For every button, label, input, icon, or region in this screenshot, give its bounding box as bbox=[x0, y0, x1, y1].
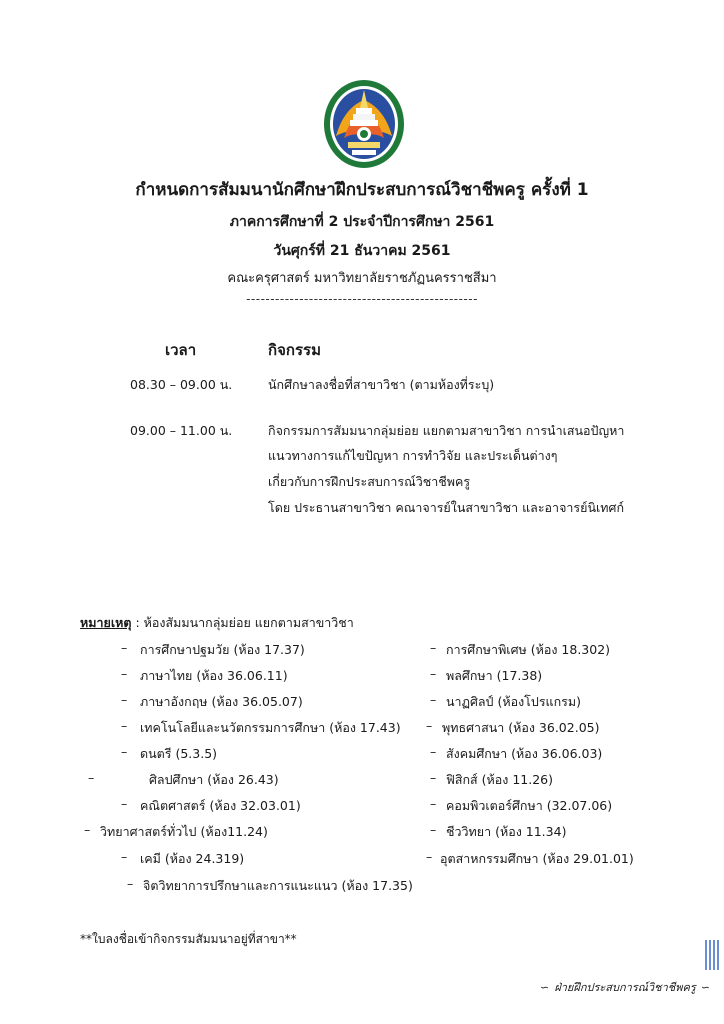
activity-column-header: กิจกรรม bbox=[268, 341, 321, 359]
bullet-dash: – bbox=[84, 822, 91, 837]
signature-text: ฝ่ายฝึกประสบการณ์วิชาชีพครู bbox=[554, 981, 696, 994]
bullet-dash: – bbox=[121, 666, 128, 681]
time-column-header: เวลา bbox=[165, 341, 197, 359]
bullet-dash: – bbox=[430, 692, 437, 707]
room-list-item: ฟิสิกส์ (ห้อง 11.26) bbox=[446, 772, 554, 787]
notes-heading bbox=[80, 613, 354, 633]
room-list-item: การศึกษาพิเศษ (ห้อง 18.302) bbox=[446, 642, 611, 657]
faculty-line: คณะครุศาสตร์ มหาวิทยาลัยราชภัฏนครราชสีมา bbox=[227, 271, 497, 286]
room-list-item: การศึกษาปฐมวัย (ห้อง 17.37) bbox=[140, 642, 305, 657]
signature-flourish-right: ∽ bbox=[700, 981, 711, 994]
room-list-item: อุตสาหกรรมศึกษา (ห้อง 29.01.01) bbox=[440, 851, 634, 866]
bullet-dash: – bbox=[121, 692, 128, 707]
notes-label: หมายเหตุ bbox=[80, 615, 132, 630]
signature-flourish-left: ∽ bbox=[540, 981, 550, 994]
bullet-dash: – bbox=[426, 849, 433, 864]
bullet-dash: – bbox=[430, 640, 437, 655]
bullet-dash: – bbox=[88, 770, 95, 785]
schedule-row-activity: โดย ประธานสาขาวิชา คณาจารย์ในสาขาวิชา และอาจารย์นิเทศก์ bbox=[268, 500, 625, 515]
room-list-item: ชีววิทยา (ห้อง 11.34) bbox=[446, 824, 567, 839]
notes-separator: : bbox=[135, 615, 144, 630]
schedule-row-activity: กิจกรรมการสัมมนากลุ่มย่อย แยกตามสาขาวิชา การนำเสนอปัญหา bbox=[268, 423, 625, 438]
room-list-item: พุทธศาสนา (ห้อง 36.02.05) bbox=[442, 720, 600, 735]
room-list-item: เทคโนโลยีและนวัตกรรมการศึกษา (ห้อง 17.43) bbox=[140, 720, 401, 735]
bullet-dash: – bbox=[430, 744, 437, 759]
divider-line: ------------------------------------------------ bbox=[246, 292, 478, 306]
schedule-row-time: 08.30 – 09.00 น. bbox=[130, 377, 233, 392]
schedule-row-activity: เกี่ยวกับการฝึกประสบการณ์วิชาชีพครู bbox=[268, 474, 471, 489]
decorative-bars bbox=[705, 940, 719, 970]
room-list-item: พลศึกษา (17.38) bbox=[446, 668, 543, 683]
room-list-item: ดนตรี (5.3.5) bbox=[140, 746, 218, 761]
notes-text: ห้องสัมมนากลุ่มย่อย แยกตามสาขาวิชา bbox=[143, 615, 354, 630]
room-list-item: นาฏศิลป์ (ห้องโปรแกรม) bbox=[446, 694, 582, 709]
bullet-dash: – bbox=[121, 849, 128, 864]
bullet-dash: – bbox=[127, 876, 134, 891]
bullet-dash: – bbox=[121, 640, 128, 655]
room-list-item: คณิตศาสตร์ (ห้อง 32.03.01) bbox=[140, 798, 301, 813]
semester-line: ภาคการศึกษาที่ 2 ประจำปีการศึกษา 2561 bbox=[229, 214, 495, 230]
room-list-item: คอมพิวเตอร์ศึกษา (32.07.06) bbox=[446, 798, 613, 813]
schedule-row-activity: นักศึกษาลงชื่อที่สาขาวิชา (ตามห้องที่ระบุ) bbox=[268, 377, 495, 392]
room-list-item: วิทยาศาสตร์ทั่วไป (ห้อง11.24) bbox=[100, 824, 268, 839]
schedule-row-activity: แนวทางการแก้ไขปัญหา การทำวิจัย และประเด็นต่างๆ bbox=[268, 448, 558, 463]
room-list-item: ภาษาไทย (ห้อง 36.06.11) bbox=[140, 668, 288, 683]
room-list-item: สังคมศึกษา (ห้อง 36.06.03) bbox=[446, 746, 603, 761]
schedule-row-time: 09.00 – 11.00 น. bbox=[130, 423, 233, 438]
bullet-dash: – bbox=[430, 796, 437, 811]
signature-line bbox=[540, 976, 710, 996]
room-list-item: เคมี (ห้อง 24.319) bbox=[140, 851, 245, 866]
bullet-dash: – bbox=[121, 744, 128, 759]
bullet-dash: – bbox=[121, 796, 128, 811]
bullet-dash: – bbox=[430, 822, 437, 837]
room-list-item: ภาษาอังกฤษ (ห้อง 36.05.07) bbox=[140, 694, 303, 709]
room-list-item: ศิลปศึกษา (ห้อง 26.43) bbox=[149, 772, 279, 787]
bullet-dash: – bbox=[430, 666, 437, 681]
bullet-dash: – bbox=[121, 718, 128, 733]
footer-note: **ใบลงชื่อเข้ากิจกรรมสัมมนาอยู่ที่สาขา** bbox=[80, 932, 297, 946]
bullet-dash: – bbox=[430, 770, 437, 785]
date-line: วันศุกร์ที่ 21 ธันวาคม 2561 bbox=[273, 243, 451, 259]
bullet-dash: – bbox=[426, 718, 433, 733]
room-list-item: จิตวิทยาการปรึกษาและการแนะแนว (ห้อง 17.35) bbox=[143, 878, 413, 893]
page-title: กำหนดการสัมมนานักศึกษาฝึกประสบการณ์วิชาชีพครู ครั้งที่ 1 bbox=[135, 180, 589, 200]
university-seal-logo bbox=[322, 78, 406, 170]
